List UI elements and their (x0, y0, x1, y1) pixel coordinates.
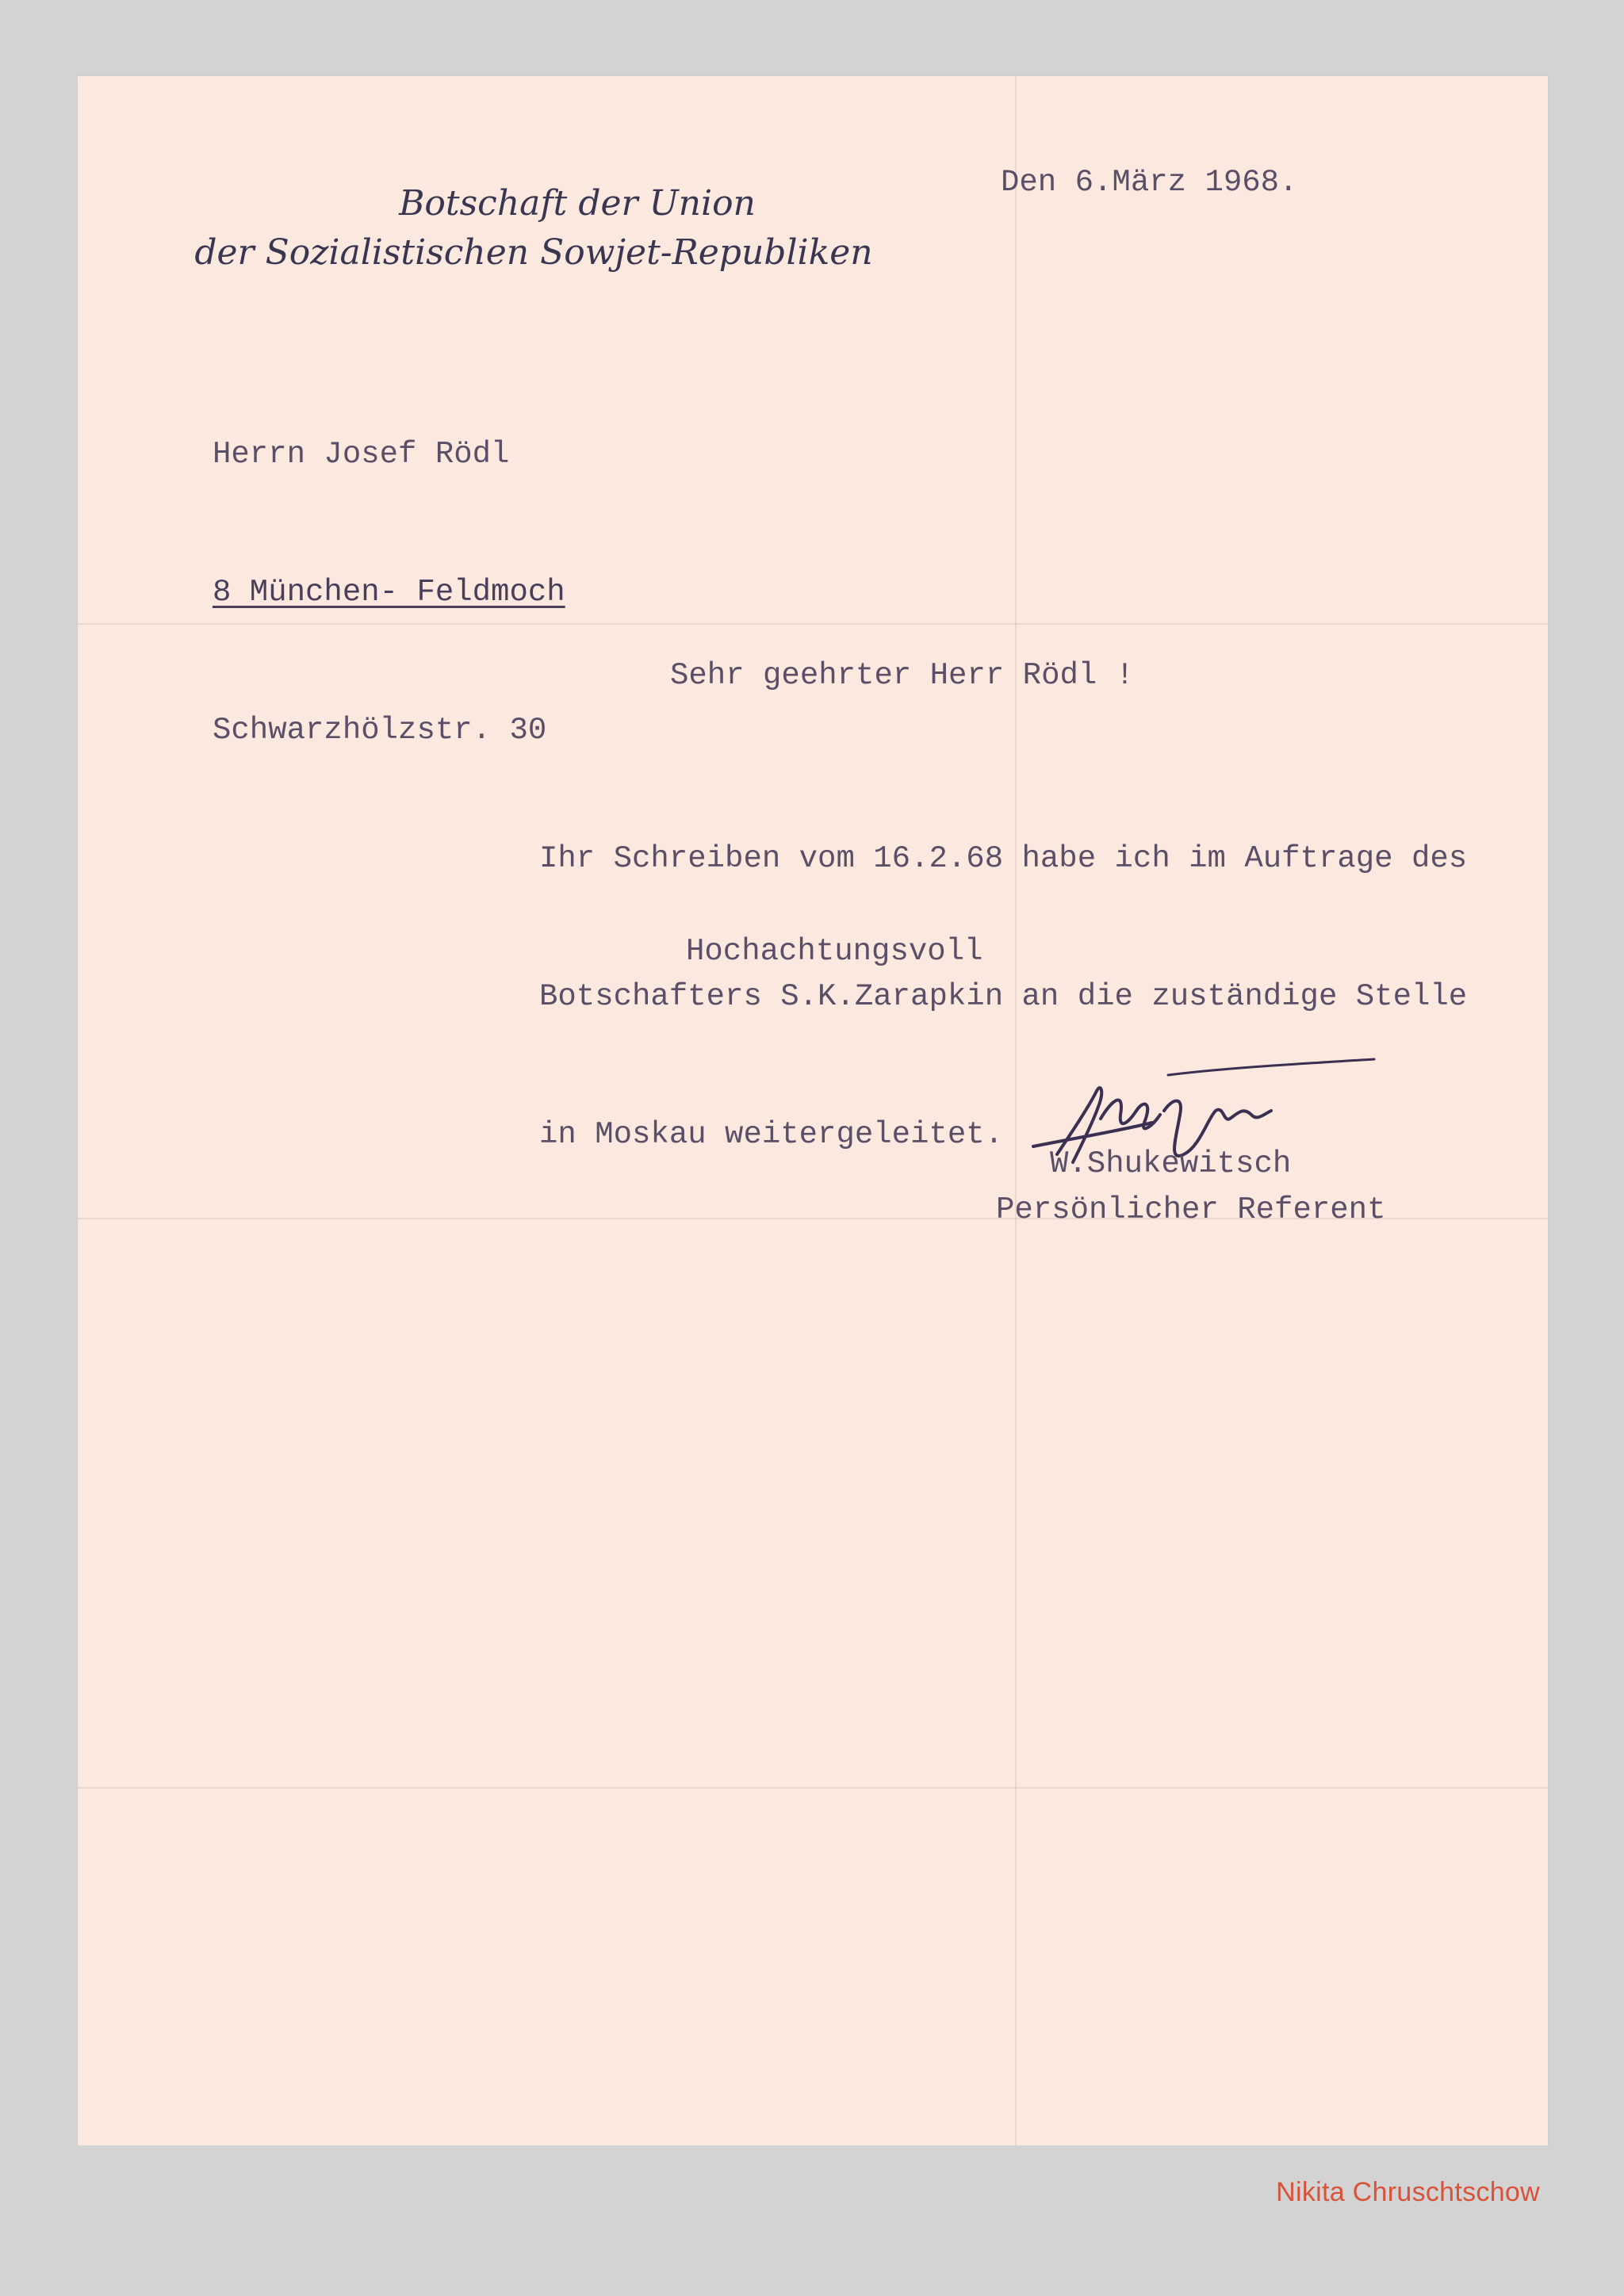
letterhead-line-2: der Sozialistischen Sowjet-Republiken (194, 232, 873, 273)
recipient-address (213, 339, 565, 845)
recipient-city: 8 München- Feldmoch (213, 575, 565, 610)
closing: Hochachtungsvoll (686, 934, 983, 969)
signatory-title: Persönlicher Referent (996, 1192, 1386, 1227)
signatory-name: W.Shukewitsch (1050, 1146, 1292, 1181)
body-line-1: Ihr Schreiben vom 16.2.68 habe ich im Auftrage des (539, 841, 1468, 876)
recipient-street: Schwarzhölzstr. 30 (213, 713, 547, 748)
embassy-letterhead (194, 179, 918, 277)
salutation: Sehr geehrter Herr Rödl ! (670, 658, 1135, 693)
body-line-3: in Moskau weitergeleitet. (539, 1117, 1004, 1152)
fold-crease-horizontal-lower (78, 1787, 1548, 1789)
letterhead-line-1: Botschaft der Union (399, 183, 756, 224)
letter-date: Den 6.März 1968. (1001, 165, 1298, 200)
body-line-2: Botschafters S.K.Zarapkin an die zuständige Stelle (539, 979, 1468, 1014)
recipient-name: Herrn Josef Rödl (213, 437, 510, 472)
footer-caption: Nikita Chruschtschow (1276, 2177, 1540, 2207)
letter-paper (78, 76, 1548, 2145)
